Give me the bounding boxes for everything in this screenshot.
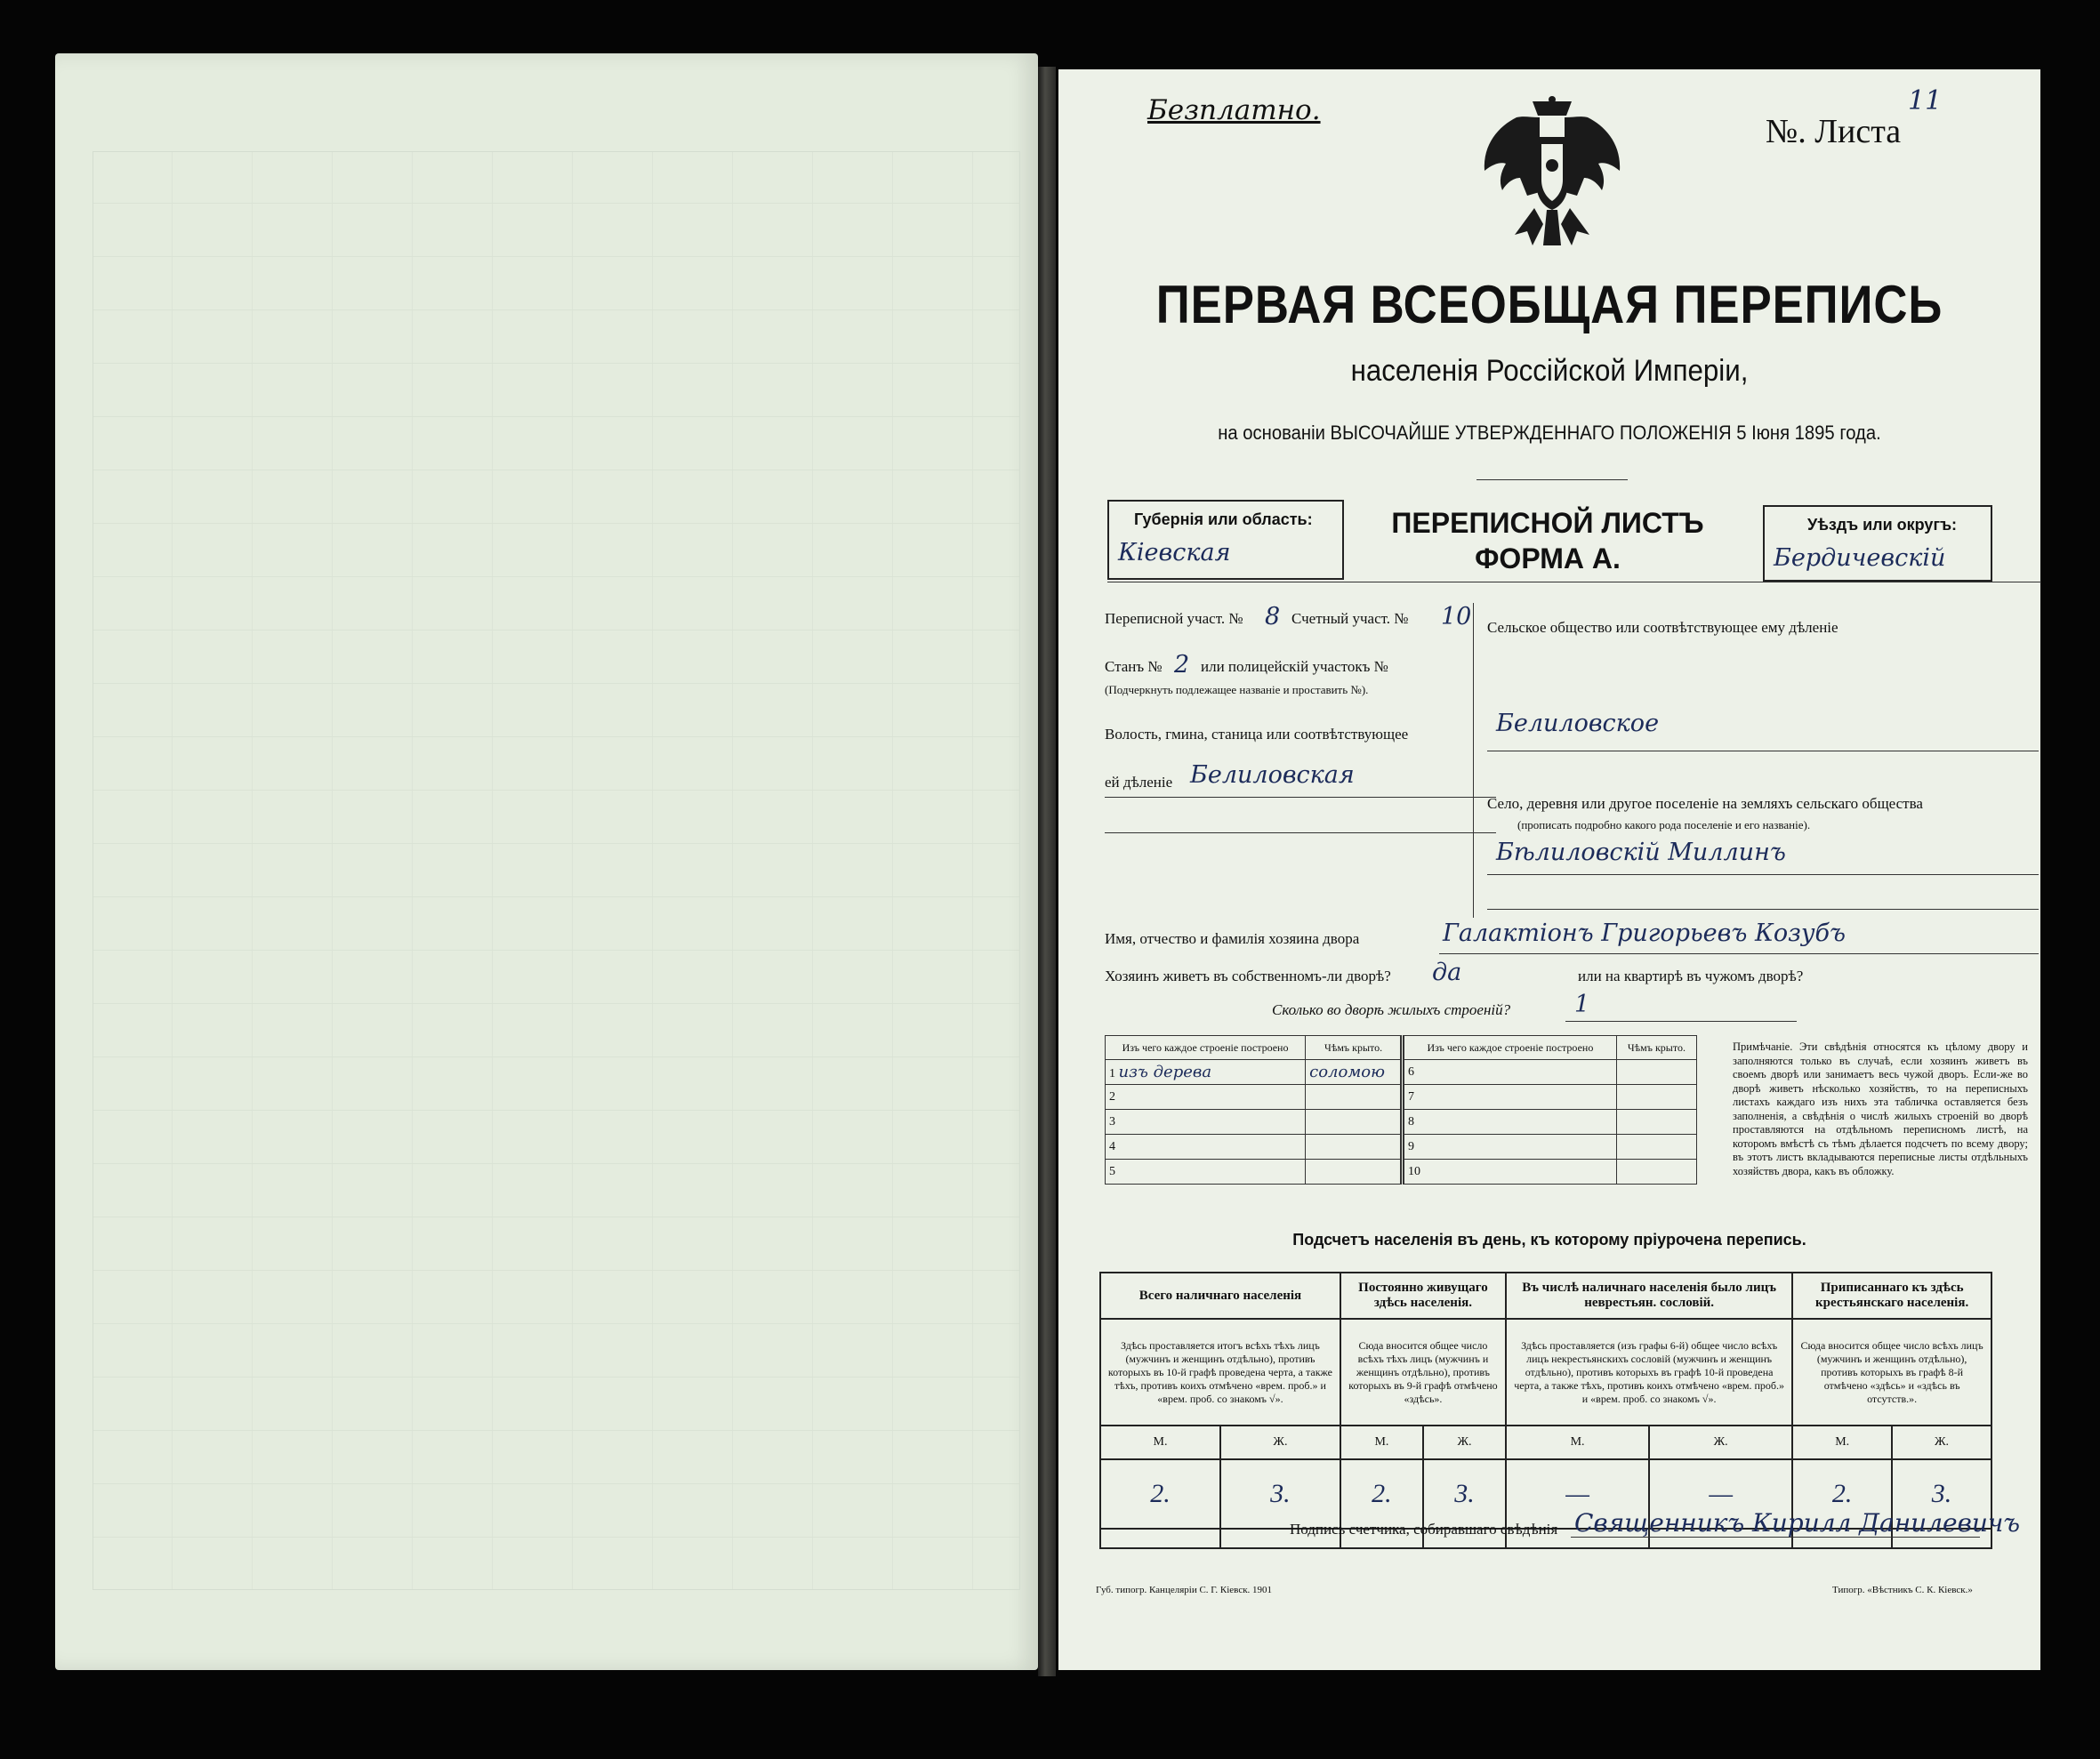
left-page: [55, 53, 1038, 1670]
buildings-underline: [1565, 1021, 1797, 1022]
table-row: 3: [1106, 1110, 1402, 1135]
pop-value: 2.: [1100, 1459, 1220, 1529]
table-row: 10: [1403, 1160, 1697, 1185]
pop-col-desc: Здѣсь проставляется (изъ графы 6-й) общее число всѣхъ лицъ некрестьянскихъ сословій (мужчинъ и женщинъ отдѣльно), противъ которыхъ въ графѣ 10-й проведена черта, а также тѣхъ, противъ коихъ отмѣчено «врем. проб.» и «врем. проб. со знакомъ √».: [1506, 1319, 1792, 1426]
volost-label-2: ей дѣленіе: [1105, 774, 1173, 791]
pop-value: 3.: [1892, 1459, 1991, 1529]
legal-basis-line: на основаніи ВЫСОЧАЙШЕ УТВЕРЖДЕННАГО ПОЛОЖЕНІЯ 5 Іюня 1895 года.: [1218, 422, 1881, 444]
faded-frame: [93, 151, 1020, 1590]
roof-value: соломою: [1306, 1060, 1402, 1085]
form-title-main: ПЕРЕПИСНОЙ ЛИСТЪ: [1391, 507, 1704, 539]
pop-col-desc: Сюда вносится общее число всѣхъ лицъ (мужчинъ и женщинъ отдѣльно), противъ которыхъ въ графѣ 8-й отмѣчено «здѣсь» и «здѣсь въ отсутств.».: [1792, 1319, 1991, 1426]
female-header: Ж.: [1220, 1426, 1340, 1459]
stan-label: Станъ №: [1105, 658, 1163, 675]
imperial-eagle-emblem: [1481, 94, 1623, 254]
pop-col-title: Въ числѣ наличнаго населенія было лицъ неврестьян. сословій.: [1506, 1273, 1792, 1319]
stan-value: 2: [1174, 651, 1190, 679]
male-header: М.: [1792, 1426, 1892, 1459]
selo-label: Село, деревня или другое поселеніе на земляхъ сельскаго общества: [1487, 795, 1923, 812]
volost-underline: [1105, 797, 1496, 798]
selo-value: Бѣлиловскій Миллинъ: [1496, 839, 1786, 866]
table-row: 9: [1403, 1135, 1697, 1160]
signature-underline: [1571, 1537, 1980, 1538]
signature-value: Священникъ Кирилл Данилевичъ: [1574, 1508, 2021, 1538]
imprint-right: Типогр. «Вѣстникъ С. К. Кіевск.»: [1832, 1585, 1973, 1595]
table-row: 1 изъ дерева соломою: [1106, 1060, 1402, 1085]
selo-underline: [1487, 874, 2039, 875]
buildings-label: Сколько во дворѣ жилыхъ строеній?: [1272, 1001, 1511, 1018]
female-header: Ж.: [1649, 1426, 1792, 1459]
schet-label: Счетный участ. №: [1291, 610, 1409, 627]
population-heading: Подсчетъ населенія въ день, къ которому пріурочена перепись.: [1292, 1231, 1806, 1249]
lives-label: Хозяинъ живетъ въ собственномъ-ли дворѣ?: [1105, 968, 1391, 984]
selo-hint: (прописать подробно какого рода поселеніе и его названіе).: [1517, 818, 1811, 831]
uezd-box: [1763, 505, 1992, 582]
volost-value: Белиловская: [1190, 761, 1355, 789]
lives-value: да: [1432, 959, 1462, 986]
pop-col-desc: Сюда вносится общее число всѣхъ тѣхъ лицъ (мужчинъ и женщинъ отдѣльно), противъ которыхъ въ 9-й графѣ отмѣчено «здѣсь».: [1340, 1319, 1506, 1426]
census-form-page: [1058, 69, 2040, 1670]
pop-value: 2.: [1792, 1459, 1892, 1529]
owner-label: Имя, отчество и фамилія хозяина двора: [1105, 930, 1360, 947]
form-title: [1352, 505, 1743, 576]
stan-rest: или полицейскій участокъ №: [1201, 658, 1388, 675]
guberniya-label: Губернія или область:: [1134, 510, 1313, 528]
selskoe-label: Сельское общество или соотвѣтствующее ему дѣленіе: [1487, 619, 1839, 636]
buildings-table-left: [1105, 1035, 1402, 1185]
book-spine: [1038, 67, 1056, 1676]
pop-col-title: Приписаннаго къ здѣсь крестьянскаго населенія.: [1792, 1273, 1991, 1319]
table-row: 4: [1106, 1135, 1402, 1160]
guberniya-value: Кіевская: [1118, 539, 1231, 566]
col-material-header-2: Изъ чего каждое строеніе построено: [1403, 1036, 1617, 1060]
selskoe-value: Белиловское: [1496, 710, 1660, 737]
sheet-number-value: 11: [1908, 85, 1943, 116]
pop-value: —: [1506, 1459, 1649, 1529]
table-row: 6: [1403, 1060, 1697, 1085]
volost-rule: [1105, 832, 1496, 833]
table-row: 2: [1106, 1085, 1402, 1110]
buildings-value: 1: [1574, 991, 1590, 1018]
male-header: М.: [1506, 1426, 1649, 1459]
imprint-left: Губ. типогр. Канцеляріи С. Г. Кіевск. 1901: [1096, 1585, 1273, 1595]
column-divider: [1473, 603, 1474, 918]
col-roof-header-2: Чѣмъ крыто.: [1616, 1036, 1696, 1060]
pop-col-title: Всего наличнаго населенія: [1100, 1273, 1340, 1319]
pop-value: 2.: [1340, 1459, 1423, 1529]
buildings-table-right: [1400, 1035, 1697, 1185]
ornamental-divider: [1476, 479, 1628, 480]
table-row: 8: [1403, 1110, 1697, 1135]
table-row: 5: [1106, 1160, 1402, 1185]
uchastok-value: 8: [1265, 603, 1281, 631]
uezd-label: Уѣздъ или округъ:: [1807, 516, 1958, 534]
pop-value: —: [1649, 1459, 1792, 1529]
volost-label: Волость, гмина, станица или соотвѣтствующее: [1105, 726, 1409, 743]
census-title: ПЕРВАЯ ВСЕОБЩАЯ ПЕРЕПИСЬ: [1155, 275, 1943, 334]
schet-value: 10: [1441, 603, 1472, 631]
owner-underline: [1439, 953, 2039, 954]
sheet-number-label: №. Листа: [1766, 113, 1902, 150]
material-value: изъ дерева: [1118, 1063, 1212, 1081]
female-header: Ж.: [1892, 1426, 1991, 1459]
signature-label: Подпись счетчика, собиравшаго свѣдѣнія: [1290, 1521, 1558, 1538]
selo-rule: [1487, 909, 2039, 910]
uezd-value: Бердичевскій: [1774, 544, 1946, 572]
stan-hint: (Подчеркнуть подлежащее названіе и проставить №).: [1105, 683, 1369, 696]
col-roof-header: Чѣмъ крыто.: [1306, 1036, 1402, 1060]
guberniya-box: [1107, 500, 1344, 580]
note-text: Примѣчаніе. Эти свѣдѣнія относятся къ цѣлому двору и заполняются только въ случаѣ, если хозяинъ живетъ въ своемъ дворѣ или занимаетъ весь чужой дворъ. Если-же во дворѣ живетъ нѣсколько хозяйствъ, то на переписныхъ листахъ каждаго изъ нихъ эта табличка оставляется безъ заполненія, а свѣдѣнія о числѣ жилыхъ строеній во дворѣ проставляются на отдѣльномъ переписномъ листѣ, на которомъ вмѣстѣ съ тѣмъ дѣлается подсчетъ по всему двору; въ этотъ листъ вкладываются переписные листы отдѣльныхъ хозяйствъ двора, какъ въ обложку.: [1733, 1040, 2028, 1177]
pop-col-title: Постоянно живущаго здѣсь населенія.: [1340, 1273, 1506, 1319]
pop-value: 3.: [1423, 1459, 1506, 1529]
pop-value: 3.: [1220, 1459, 1340, 1529]
form-title-sub: ФОРМА А.: [1475, 542, 1621, 574]
female-header: Ж.: [1423, 1426, 1506, 1459]
table-row: 7: [1403, 1085, 1697, 1110]
lives-rest: или на квартирѣ въ чужомъ дворѣ?: [1578, 968, 1804, 984]
uchastok-label: Переписной участ. №: [1105, 610, 1243, 627]
male-header: М.: [1340, 1426, 1423, 1459]
free-label: Безплатно.: [1147, 94, 1321, 126]
male-header: М.: [1100, 1426, 1220, 1459]
col-material-header: Изъ чего каждое строеніе построено: [1106, 1036, 1306, 1060]
pop-col-desc: Здѣсь проставляется итогъ всѣхъ тѣхъ лицъ (мужчинъ и женщинъ отдѣльно), противъ которыхъ въ 10-й графѣ проведена черта, а также тѣхъ, противъ коихъ отмѣчено «врем. проб.» и «врем. проб. со знакомъ √».: [1100, 1319, 1340, 1426]
owner-value: Галактіонъ Григорьевъ Козубъ: [1443, 920, 1846, 947]
census-subtitle: населенія Россійской Имперіи,: [1350, 354, 1749, 388]
